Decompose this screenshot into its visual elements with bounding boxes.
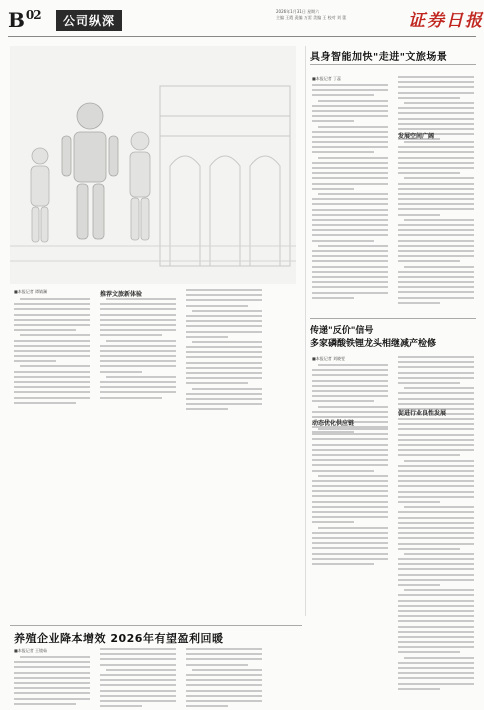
text-column bbox=[100, 298, 176, 402]
article-headline-mid-line2: 多家磷酸铁锂龙头相继减产检修 bbox=[310, 339, 437, 349]
masthead bbox=[0, 0, 484, 44]
text-column bbox=[100, 648, 176, 710]
subhead: 动态优化供应链 bbox=[312, 420, 355, 427]
byline-top: ■本报记者 丁蕊 bbox=[312, 76, 342, 81]
issue-info bbox=[276, 9, 396, 21]
page-number: B $^{02}$ bbox=[8, 8, 41, 32]
text-column bbox=[14, 298, 90, 407]
text-column bbox=[398, 141, 474, 307]
issue-editors: 主编 王霞 责编 万雷 美编 王 校对 刘 蕾 bbox=[276, 15, 347, 20]
section-rule bbox=[310, 318, 476, 319]
section-tag: 公司纵深 bbox=[56, 10, 122, 31]
issue-date: 2026年1月31日 星期六 bbox=[276, 9, 320, 14]
headline-rule bbox=[310, 64, 476, 65]
section-rule bbox=[10, 625, 302, 626]
article-headline-top: 具身智能加快"走进"文旅场景 bbox=[310, 52, 448, 63]
text-column bbox=[186, 289, 262, 414]
text-column bbox=[312, 84, 388, 302]
subhead: 发展空间广阔 bbox=[398, 133, 435, 140]
column-divider bbox=[305, 46, 306, 616]
text-column bbox=[312, 428, 388, 568]
article-headline-bottom: 养殖企业降本增效 2026年有望盈利回暖 bbox=[14, 632, 224, 645]
subhead: 推荐文旅新体验 bbox=[100, 291, 143, 298]
byline-mid: ■本报记者 刘晓雯 bbox=[312, 356, 346, 361]
article-headline-mid-line1: 传递"反价"信号 bbox=[310, 326, 374, 336]
header-rule bbox=[8, 36, 476, 37]
article-illustration bbox=[10, 46, 296, 284]
byline-left: ■本报记者 谭婧澜 bbox=[14, 289, 48, 294]
subhead: 促进行业良性发展 bbox=[398, 410, 447, 417]
text-column bbox=[398, 418, 474, 693]
paper-logo: 证券日报 bbox=[408, 11, 484, 31]
text-column bbox=[186, 648, 262, 710]
byline-bottom: ■本报记者 王镜茹 bbox=[14, 648, 48, 653]
text-column bbox=[14, 656, 90, 708]
